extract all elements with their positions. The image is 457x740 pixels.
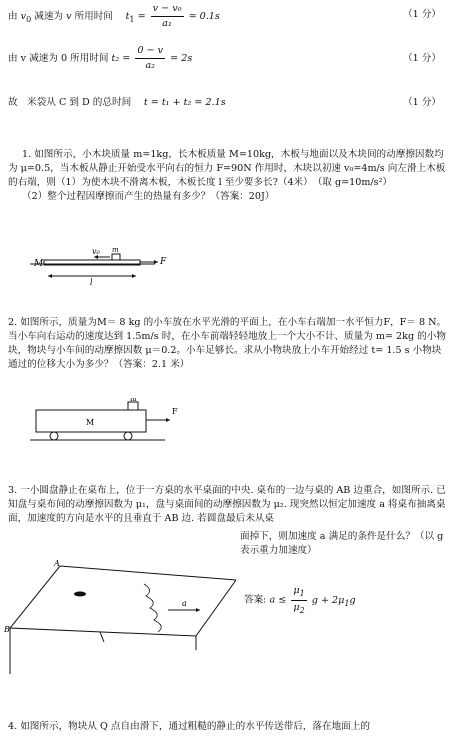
problem-3-question-text: 面掉下，则加速度 a 满足的条件是什么？（以 g 表示重力加速度） — [240, 531, 444, 556]
problem-1-part2: （2）整个过程因摩擦而产生的热量有多少？（答案：20J） — [22, 190, 275, 202]
problem-1 — [8, 148, 449, 204]
force-label: F — [160, 257, 167, 267]
equation-2-denominator: a₂ — [145, 59, 156, 71]
equation-1-denominator: a₁ — [162, 17, 172, 29]
equation-1-fraction — [151, 2, 184, 31]
equation-2-fraction — [135, 44, 165, 73]
problem-2 — [8, 316, 449, 372]
problem-3 — [8, 484, 449, 526]
problem-3-answer-lead: 答案: — [244, 594, 267, 606]
equation-2-result: = 2s — [170, 52, 193, 64]
problem-2-figure — [30, 398, 200, 448]
equation-2-numerator: 0 − v — [135, 44, 165, 59]
equation-1-result: = 0.1s — [188, 10, 220, 22]
corner-b-label: B — [4, 625, 10, 634]
acceleration-label: a — [182, 599, 187, 608]
length-label: l — [90, 278, 93, 286]
wheel-left — [50, 432, 58, 440]
problem-3-answer: 答案: a ≤ $\frac{\mu_1}{\mu_2}$ $g + 2\mu_1g$ — [244, 585, 356, 615]
equation-1-score: （1 分） — [403, 9, 441, 20]
problem-4 — [8, 720, 449, 734]
equation-2-score: （1 分） — [403, 53, 441, 64]
equation-1-text: 由 $v_0$ 减速为 v 所用时间 $t_1$ = — [8, 10, 146, 24]
force-label-2: F — [172, 407, 178, 416]
equation-line-1 — [8, 2, 220, 31]
problem-1-figure — [30, 246, 170, 286]
problem-3-figure — [4, 560, 236, 676]
block-mass-label: m — [112, 246, 119, 254]
equation-3-score: （1 分） — [403, 97, 441, 108]
block-mass-label-2: m — [130, 398, 137, 403]
problem-3-question — [240, 530, 450, 558]
problem-1-text: 1. 如图所示，小木块质量 m=1kg，长木板质量 M=10kg，木板与地面以及木块间的动摩擦因数均为 μ=0.5，当木板从静止开始受水平向右的恒力 F=90N 作用时，木块以初速 v₀=4m/s 向左滑上木板的右端，则（1）为使木块不滑离木板，木板长度 l 至少要多长?（4米） （取 g=10m/s²） — [8, 149, 446, 188]
equation-3-formula: t = t₁ + t₂ = 2.1s — [143, 97, 226, 108]
board-mass-label: M — [34, 259, 44, 269]
problem-3-text: 3. 一小圆盘静止在桌布上，位于一方桌的水平桌面的中央. 桌布的一边与桌的 AB 边重合，如图所示. 已知盘与桌布间的动摩擦因数为 μ₁，盘与桌面间的动摩擦因数为 μ₂. 现突然以恒定加速度 a 将桌布抽离桌面，加速度的方向是水平的且垂直于 AB 边. 若圆盘最后未从桌 — [8, 485, 446, 524]
equation-line-2 — [8, 44, 192, 73]
table-top — [10, 566, 236, 636]
disc — [74, 592, 86, 597]
equation-2-lead: 由 v 减速为 0 所用时间 — [8, 52, 109, 64]
small-block — [112, 254, 120, 260]
answer-fraction: $\frac{\mu_1}{\mu_2}$ — [293, 585, 305, 615]
velocity-label: v₀ — [92, 247, 100, 256]
equation-2-t: t₂ = — [111, 52, 131, 64]
corner-a-label: A — [54, 560, 60, 568]
equation-3-lead: 故 米袋从 C 到 D 的总时间 — [8, 97, 132, 108]
cart-block — [128, 402, 138, 410]
wheel-right — [124, 432, 132, 440]
equation-line-3 — [8, 96, 226, 110]
problem-4-text: 4. 如图所示，物块从 Q 点自由滑下，通过粗糙的静止的水平传送带后，落在地面上的 — [8, 721, 370, 732]
cart-mass-label: M — [86, 418, 95, 427]
equation-1-numerator: v − v₀ — [151, 2, 184, 17]
problem-2-text: 2. 如图所示，质量为M＝ 8 kg 的小车放在水平光滑的平面上，在小车右端加一水平恒力F，F＝ 8 N。当小车向右运动的速度达到 1.5m/s 时，在小车前端轻轻地放上一个大小不计、质量为 m= 2kg 的小物块，物块与小车间的动摩擦因数 μ＝0.2。小车足够长。求从小物块放上小车开始经过 t= 1.5 s 小物块通过的位移大小为多少？（答案：2.1 米） — [8, 317, 447, 370]
